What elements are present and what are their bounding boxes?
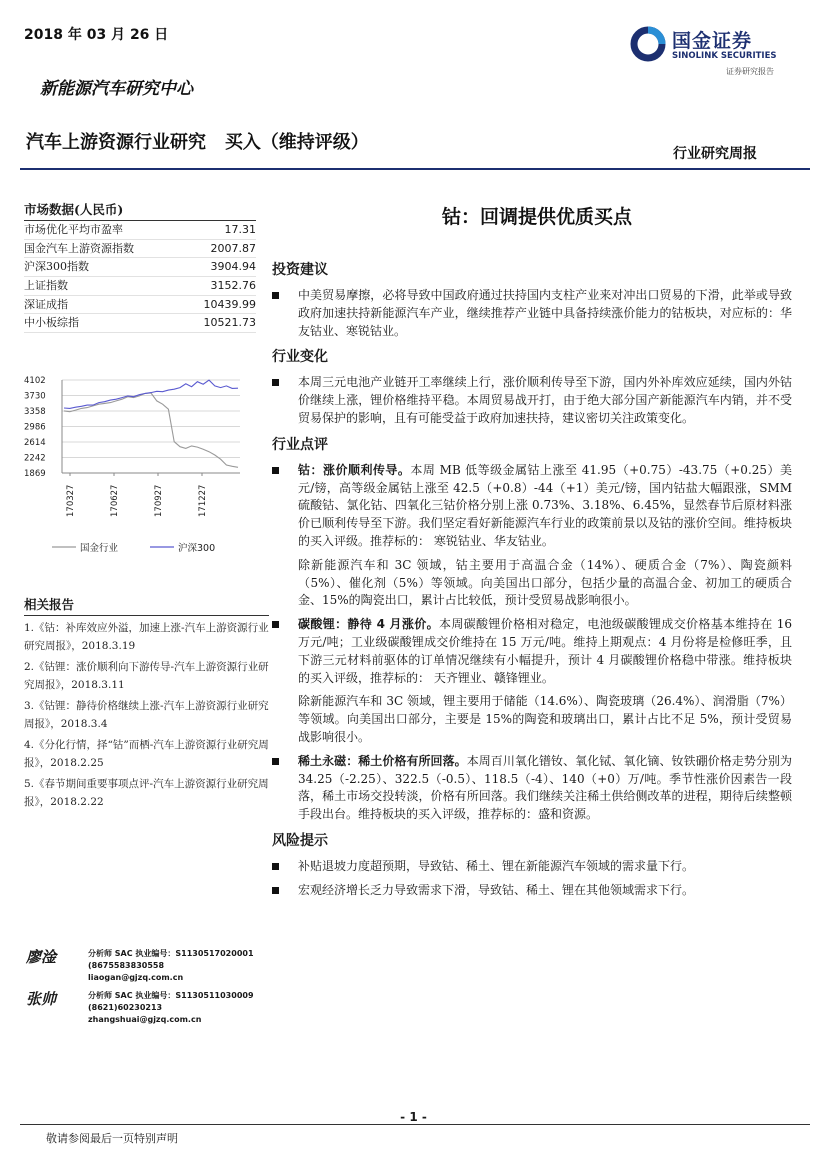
bullet-icon [272, 887, 279, 894]
y-tick-label: 2614 [24, 438, 46, 448]
research-center: 新能源汽车研究中心 [40, 79, 193, 99]
market-data-row [24, 296, 256, 315]
cobalt-extra-text: 除新能源汽车和 3C 领域，钴主要用于高温合金（14%）、硬质合金（7%）、陶瓷颜料（5%）、催化剂（5%）等领域。向美国出口部分，包括少量的高温合金、初加工的硬质合金、15%的陶瓷出口，累计占比较低，预计受贸易战影响很小。 [298, 557, 792, 608]
related-report-link[interactable]: 5.《春节期间重要事项点评-汽车上游资源行业研究周报》，2018.2.22 [24, 778, 269, 808]
section-title-change: 行业变化 [272, 349, 328, 366]
analyst-name: 廖淦 [26, 948, 57, 966]
market-data-row [24, 277, 256, 296]
logo-en-text: SINOLINK SECURITIES [672, 51, 777, 61]
rare-earth-body: 本周百川氧化镨钕、氧化铽、氧化镝、钕铁硼价格走势分别为 34.25（-2.25）、322.5（-0.5）、118.5（-4）、140（+0）万/吨。季节性涨价因素告一段落，稀土市场交投转淡，价格有所回落。我们继续关注稀土供给侧改革的进程，期待后续整顿手段出台。维持板块的买入评级，推荐标的：盛和资源。 [298, 753, 792, 822]
logo-cn-text: 国金证券 [672, 30, 753, 52]
market-data-value: 17.31 [224, 223, 256, 236]
rating: 买入（维持评级） [224, 132, 369, 153]
market-data-row [24, 240, 256, 259]
analyst-name: 张帅 [26, 990, 57, 1008]
footer-divider [20, 1124, 810, 1125]
y-tick-label: 2242 [24, 453, 46, 464]
report-headline [26, 128, 369, 154]
market-data-value: 10521.73 [203, 316, 256, 330]
risk-text: 补贴退坡力度超预期，导致钴、稀土、锂在新能源汽车领域的需求量下行。 [298, 858, 695, 873]
analyst-contact [88, 990, 254, 1026]
invest-paragraph [272, 287, 792, 340]
disclaimer-note: 敬请参阅最后一页特别声明 [46, 1132, 178, 1145]
lithium-head: 碳酸锂：静待 4 月涨价。 [298, 617, 439, 632]
analyst-cert: 分析师 SAC 执业编号：S1130517020001 [88, 949, 254, 958]
market-data-label: 国金汽车上游资源指数 [24, 241, 134, 255]
bullet-icon [272, 292, 279, 299]
y-tick-label: 4102 [24, 376, 46, 386]
bullet-icon [272, 467, 279, 474]
market-data-row [24, 221, 256, 240]
market-data-label: 市场优化平均市盈率 [24, 223, 123, 236]
bullet-icon [272, 379, 279, 386]
cobalt-head: 钴：涨价顺利传导。 [298, 462, 411, 477]
related-reports [24, 595, 269, 811]
change-text: 本周三元电池产业链开工率继续上行，涨价顺利传导至下游，国内外补库效应延续，国内外钴价继续上涨，锂价格维持平稳。本周贸易战开打，由于绝大部分国产新能源汽车内销，并不受贸易保护的影响，且有可能受益于政府加速扶持，建议密切关注政策变化。 [298, 375, 792, 425]
market-data-row [24, 258, 256, 277]
market-data-value: 2007.87 [210, 241, 256, 255]
y-tick-label: 3358 [24, 407, 46, 417]
market-data-value: 10439.99 [203, 297, 256, 311]
section-title-invest: 投资建议 [272, 262, 328, 278]
analyst-email[interactable]: liaogan@gjzq.com.cn [88, 973, 184, 982]
lithium-paragraph [272, 616, 792, 687]
bullet-icon [272, 621, 279, 628]
bullet-icon [272, 758, 279, 765]
related-reports-title: 相关报告 [24, 595, 269, 616]
x-tick-label: 170327 [66, 484, 76, 517]
industry-name: 汽车上游资源行业研究 [26, 132, 206, 153]
bullet-icon [272, 863, 279, 870]
x-tick-label: 170627 [110, 484, 120, 517]
market-data-label: 沪深300指数 [24, 260, 89, 274]
report-type: 行业研究周报 [673, 146, 757, 162]
cobalt-paragraph [272, 462, 792, 551]
lithium-body: 本周碳酸锂价格相对稳定，电池级碳酸锂成交价格基本维持在 16 万元/吨；工业级碳酸锂成交价维持在 15 万元/吨。维持上期观点：4 月份将是检修旺季，且下游三元材料前驱体的订单情况继续有小幅提升，预计 4 月碳酸锂价格稳中带涨。维持板块的买入评级，推荐标的： 天齐锂业、赣锋锂业。 [298, 617, 792, 685]
analyst-email[interactable]: zhangshuai@gjzq.com.cn [88, 1015, 202, 1024]
report-date: 2018 年 03 月 26 日 [24, 27, 169, 43]
market-data-table [24, 221, 256, 333]
x-tick-label: 171227 [198, 484, 208, 517]
related-report-link[interactable]: 2.《钴锂：涨价顺利向下游传导-汽车上游资源行业研究周报》，2018.3.11 [24, 661, 269, 691]
company-logo [630, 22, 800, 82]
market-data-panel [24, 200, 256, 333]
section-title-review: 行业点评 [272, 436, 328, 453]
legend-label: 国金行业 [80, 543, 119, 554]
invest-text: 中美贸易摩擦，必将导致中国政府通过扶持国内支柱产业来对冲出口贸易的下滑，此举或导致政府加速扶持新能源汽车产业，继续推荐产业链中具备持续涨价能力的钴板块，对应标的：华友钴业、寒锐钴业。 [298, 288, 792, 338]
y-tick-label: 2986 [24, 422, 46, 433]
series-line-0 [64, 393, 238, 467]
related-report-link[interactable]: 1.《钴：补库效应外溢，加速上涨-汽车上游资源行业研究周报》，2018.3.19 [24, 622, 269, 652]
related-reports-list [24, 620, 269, 811]
market-data-value: 3904.94 [210, 260, 256, 274]
market-data-label: 中小板综指 [24, 316, 79, 330]
series-line-1 [64, 380, 238, 408]
logo-mark-icon [630, 26, 666, 62]
risk-text: 宏观经济增长乏力导致需求下滑，导致钴、稀土、锂在其他领域需求下行。 [298, 882, 695, 897]
page-number: - 1 - [400, 1110, 427, 1124]
index-chart-svg [22, 366, 262, 566]
legend-label: 沪深300 [178, 543, 216, 554]
market-data-label: 上证指数 [24, 279, 68, 293]
lithium-extra-text: 除新能源汽车和 3C 领域，锂主要用于储能（14.6%）、陶瓷玻璃（26.4%）、润滑脂（7%）等领域。向美国出口部分，主要是 15%的陶瓷和玻璃出口，累计占比不足 5%，预计受贸易战影响很小。 [298, 694, 792, 744]
main-title: 钴：回调提供优质买点 [441, 206, 632, 228]
main-content [272, 200, 792, 900]
related-report-link[interactable]: 4.《分化行情，择“钴”而栖-汽车上游资源行业研究周报》，2018.2.25 [24, 739, 269, 769]
section-title-risk: 风险提示 [272, 832, 328, 849]
y-tick-label: 1869 [24, 469, 46, 479]
y-tick-label: 3730 [24, 391, 46, 402]
cobalt-extra-paragraph [272, 557, 792, 610]
rare-earth-head: 稀土永磁：稀土价格有所回落。 [298, 753, 467, 768]
lithium-extra-paragraph [272, 693, 792, 746]
related-report-link[interactable]: 3.《钴锂：静待价格继续上涨-汽车上游资源行业研究周报》，2018.3.4 [24, 700, 269, 730]
rare-earth-paragraph [272, 753, 792, 824]
market-data-title: 市场数据(人民币) [24, 200, 256, 221]
logo-subtitle: 证券研究报告 [726, 67, 774, 76]
index-chart [22, 366, 262, 570]
market-data-value: 3152.76 [210, 279, 256, 293]
analyst-contact [88, 948, 254, 984]
header-divider [20, 168, 810, 170]
risk-item [272, 882, 792, 900]
x-tick-label: 170927 [154, 484, 164, 517]
change-paragraph [272, 374, 792, 427]
analyst-cert: 分析师 SAC 执业编号：S1130511030009 [88, 991, 254, 1000]
analyst-phone: (8621)60230213 [88, 1003, 163, 1012]
market-data-label: 深证成指 [24, 297, 68, 311]
market-data-row [24, 314, 256, 333]
risk-item [272, 858, 792, 876]
analyst-phone: (8675583830558 [88, 961, 165, 970]
cobalt-body: 本周 MB 低等级金属钴上涨至 41.95（+0.75）-43.75（+0.25）美元/镑，高等级金属钴上涨至 42.5（+0.8）-44（+1）美元/镑，国内钴盐大幅跟涨，SMM 硫酸钴、氯化钴、四氧化三钴价格分别上涨 0.73%、3.18%、6.45%，显然春节后原材料涨价已顺利传导至下游。我们坚定看好新能源汽车行业的政策前景以及钴的涨价空间。维持板块的买入评级。推荐标的： 寒锐钴业、华友钴业。 [298, 462, 792, 548]
